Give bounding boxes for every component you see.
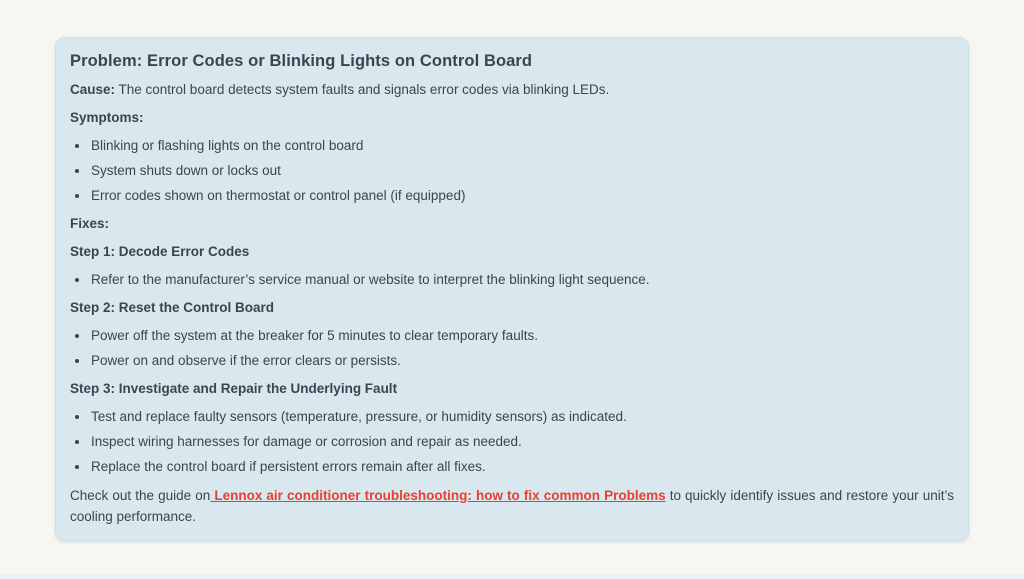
footer-text-after: to quickly identify issues and restore your unit’s cooling performance. bbox=[70, 488, 954, 524]
step-3-list bbox=[70, 408, 954, 476]
list-item: Replace the control board if persistent errors remain after all fixes. bbox=[91, 458, 954, 476]
fixes-heading: Fixes: bbox=[70, 216, 110, 231]
list-item: System shuts down or locks out bbox=[91, 162, 954, 180]
troubleshooting-card bbox=[55, 37, 969, 541]
list-item: Error codes shown on thermostat or control panel (if equipped) bbox=[91, 187, 954, 205]
cause-line bbox=[70, 81, 954, 99]
cause-label: Cause: bbox=[70, 82, 116, 97]
footer-text-before: Check out the guide on bbox=[70, 488, 211, 503]
list-item: Power off the system at the breaker for 5 minutes to clear temporary faults. bbox=[91, 327, 954, 345]
list-item: Blinking or flashing lights on the control board bbox=[91, 137, 954, 155]
step-1-list bbox=[70, 271, 954, 289]
cause-text: The control board detects system faults and signals error codes via blinking LEDs. bbox=[115, 82, 610, 97]
step-2-heading: Step 2: Reset the Control Board bbox=[70, 300, 275, 315]
list-item: Refer to the manufacturer’s service manual or website to interpret the blinking light sequence. bbox=[91, 271, 954, 289]
step-1-heading: Step 1: Decode Error Codes bbox=[70, 244, 250, 259]
list-item: Test and replace faulty sensors (temperature, pressure, or humidity sensors) as indicated. bbox=[91, 408, 954, 426]
list-item: Inspect wiring harnesses for damage or corrosion and repair as needed. bbox=[91, 433, 954, 451]
list-item: Power on and observe if the error clears or persists. bbox=[91, 352, 954, 370]
symptoms-list bbox=[70, 137, 954, 205]
symptoms-heading: Symptoms: bbox=[70, 110, 144, 125]
problem-title: Problem: Error Codes or Blinking Lights on Control Board bbox=[70, 52, 533, 70]
guide-link[interactable]: Lennox air conditioner troubleshooting: how to fix common Problems bbox=[210, 488, 666, 503]
footer-paragraph bbox=[70, 486, 954, 527]
bottom-edge-strip bbox=[0, 574, 1024, 579]
step-2-list bbox=[70, 327, 954, 370]
step-3-heading: Step 3: Investigate and Repair the Underlying Fault bbox=[70, 381, 398, 396]
